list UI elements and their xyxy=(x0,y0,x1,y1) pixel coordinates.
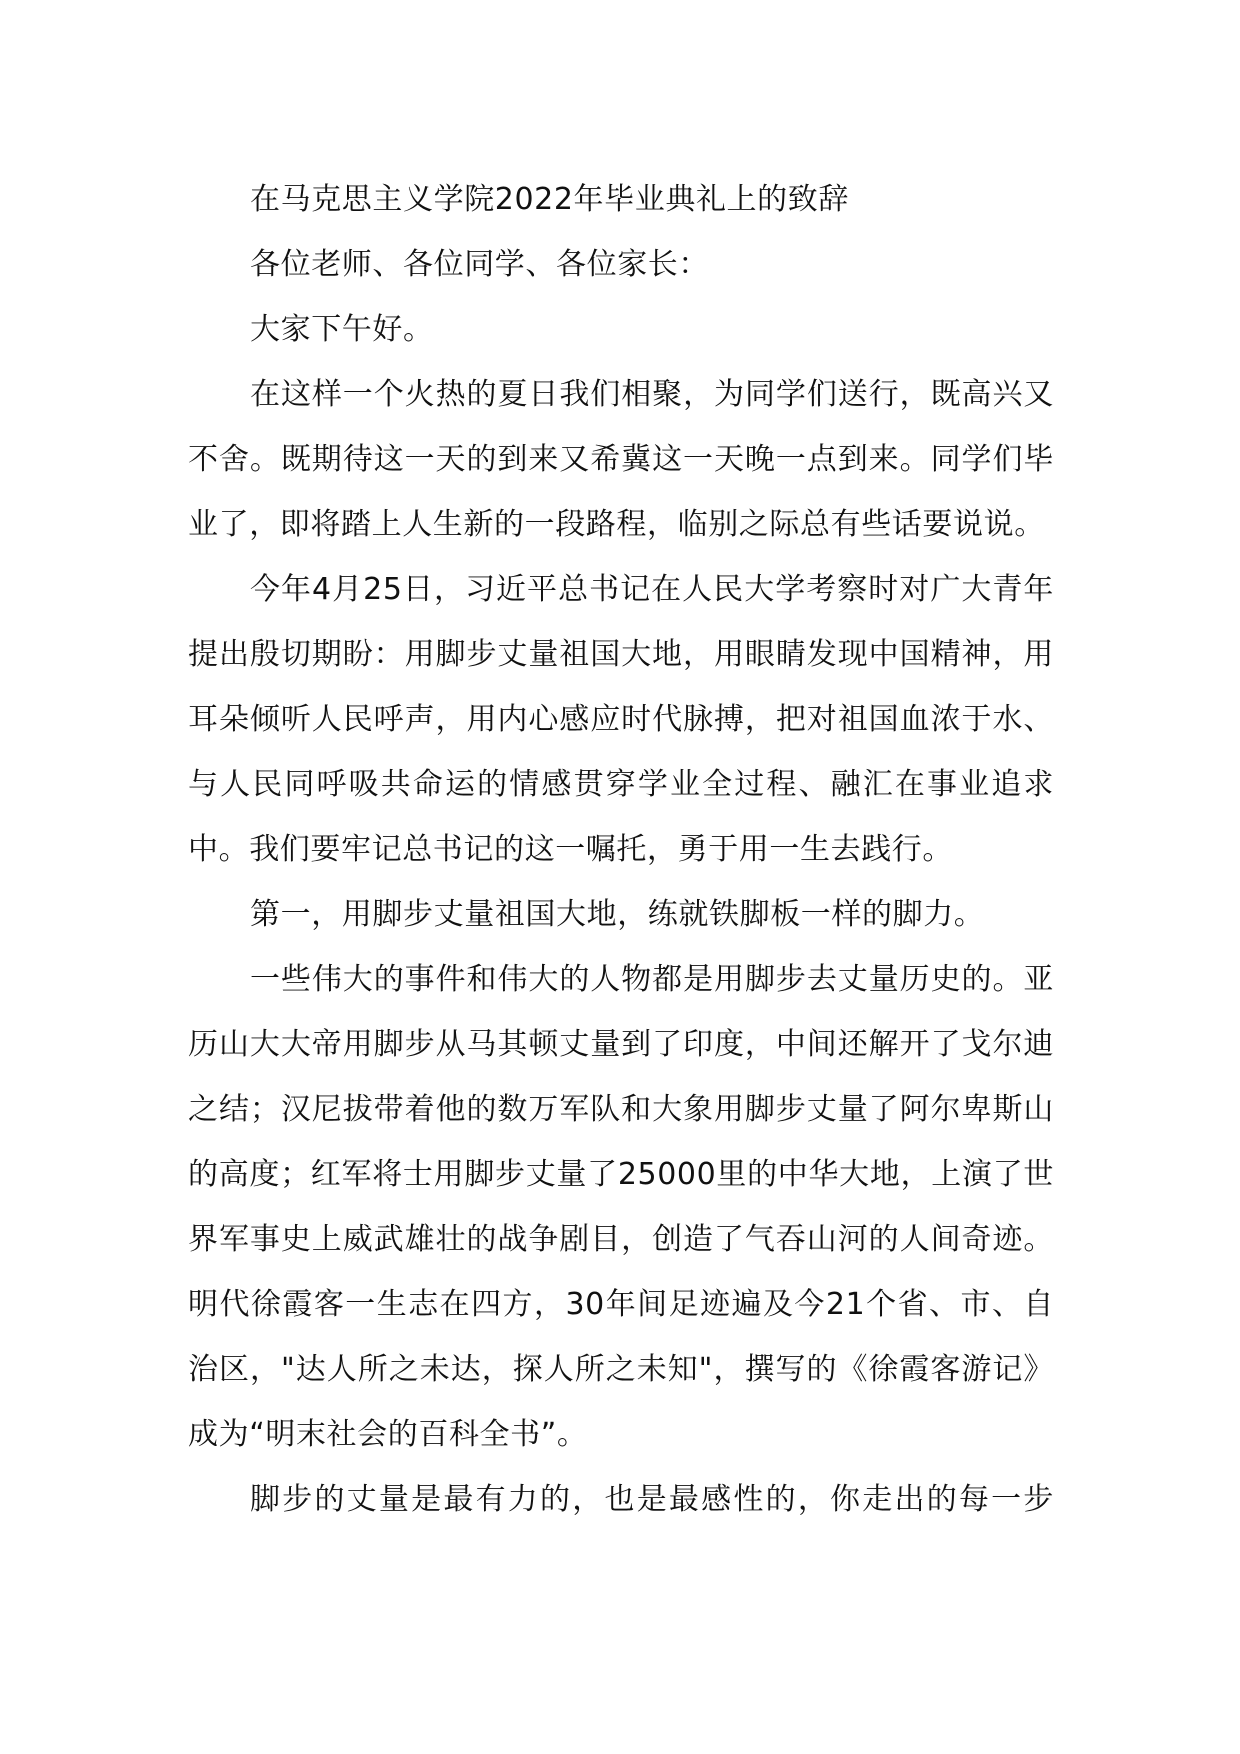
salutation: 各位老师、各位同学、各位家长： xyxy=(250,247,709,282)
paragraph-opening: 在这样一个火热的夏日我们相聚，为同学们送行，既高兴又不舍。既期待这一天的到来又希冀这一天晚一点到来。同学们毕业了，即将踏上人生新的一段路程，临别之际总有些话要说说。 xyxy=(188,377,1054,542)
paragraph-point-one: 第一，用脚步丈量祖国大地，练就铁脚板一样的脚力。 xyxy=(250,897,985,932)
speech-title: 在马克思主义学院2022年毕业典礼上的致辞 xyxy=(250,182,849,217)
paragraph-continuation: 脚步的丈量是最有力的，也是最感性的，你走出的每一步 xyxy=(250,1482,1054,1517)
greeting: 大家下午好。 xyxy=(250,312,434,347)
paragraph-historical-examples: 一些伟大的事件和伟大的人物都是用脚步去丈量历史的。亚历山大大帝用脚步从马其顿丈量到了印度，中间还解开了戈尔迪之结；汉尼拔带着他的数万军队和大象用脚步丈量了阿尔卑斯山的高度；红军将士用脚步丈量了25000里的中华大地，上演了世界军事史上威武雄壮的战争剧目，创造了气吞山河的人间奇迹。明代徐霞客一生志在四方，30年间足迹遍及今21个省、市、自治区，"达人所之未达，探人所之未知"，撰写的《徐霞客游记》成为“明末社会的百科全书”。 xyxy=(188,962,1054,1452)
document-body xyxy=(188,167,1054,1532)
paragraph-xi-expectations: 今年4月25日，习近平总书记在人民大学考察时对广大青年提出殷切期盼：用脚步丈量祖国大地，用眼睛发现中国精神，用耳朵倾听人民呼声，用内心感应时代脉搏，把对祖国血浓于水、与人民同呼吸共命运的情感贯穿学业全过程、融汇在事业追求中。我们要牢记总书记的这一嘱托，勇于用一生去践行。 xyxy=(188,572,1054,867)
